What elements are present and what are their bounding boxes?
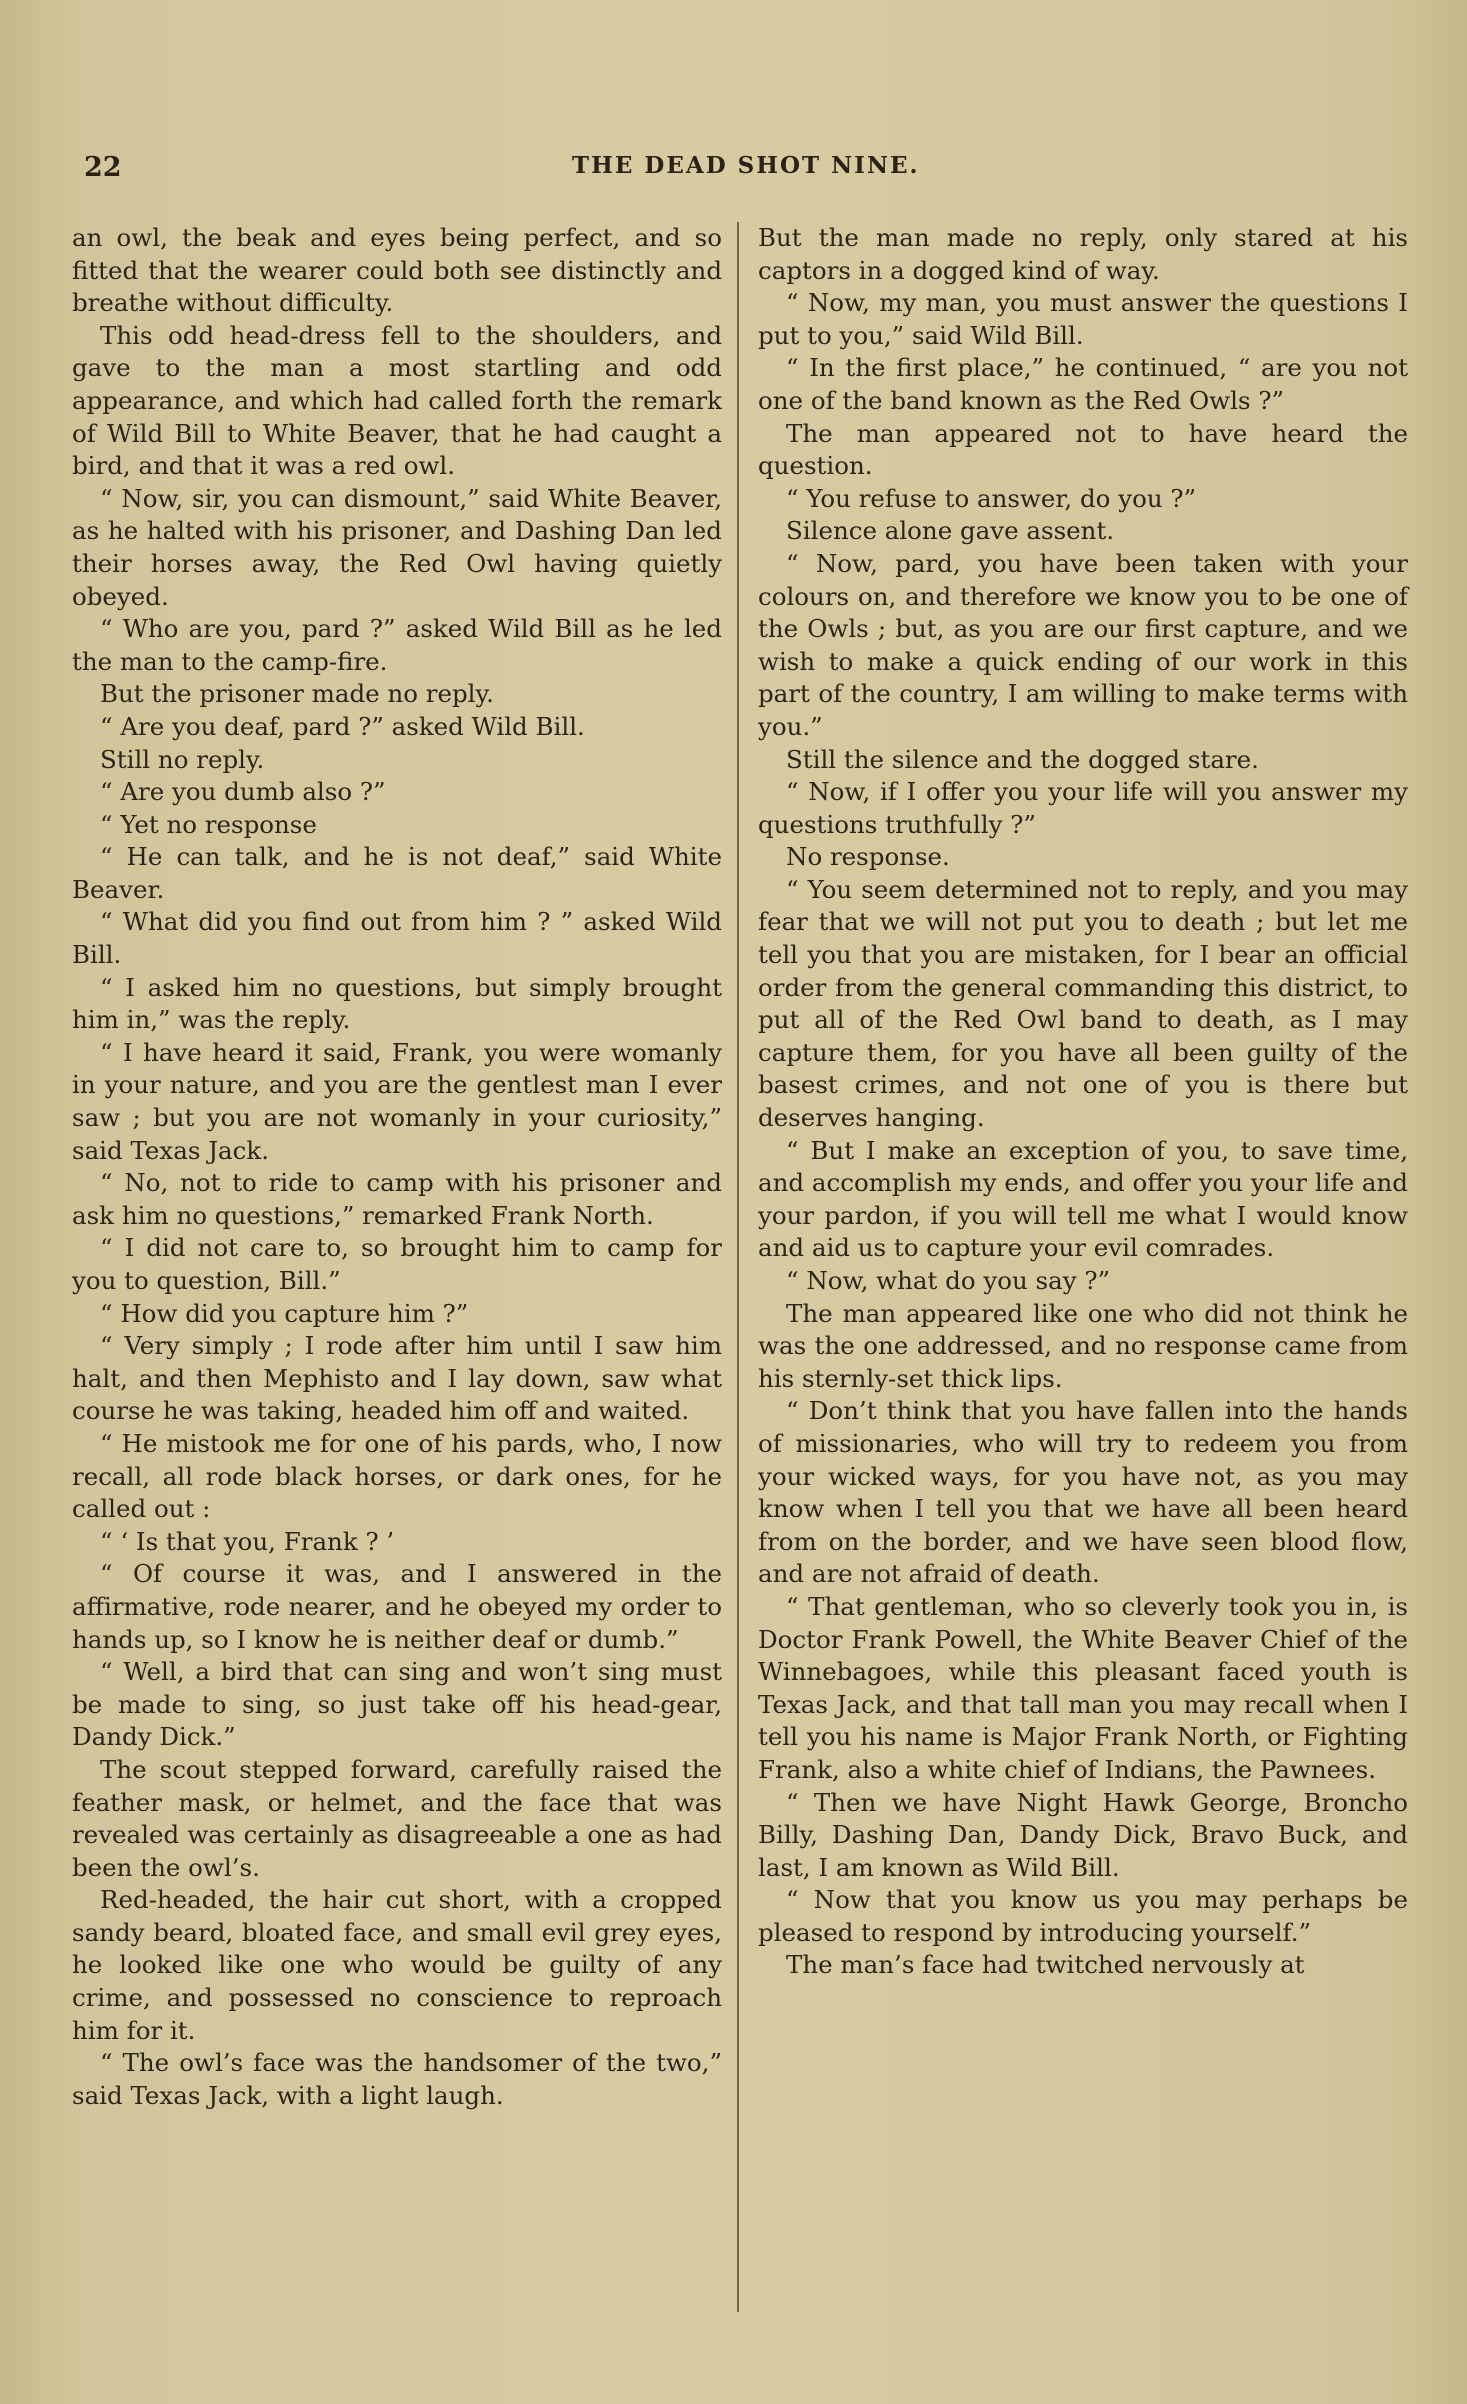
paragraph: “ Of course it was, and I answered in the affirmative, rode nearer, and he obeyed my order to hands up, so I know he is neither deaf or dumb.”	[72, 1559, 722, 1654]
paragraph: “ ‘ Is that you, Frank ? ’	[100, 1526, 395, 1556]
paragraph: “ I asked him no questions, but simply brought him in,” was the reply.	[72, 972, 722, 1035]
paragraph: Silence alone gave assent.	[786, 516, 1115, 546]
paragraph: “ In the first place,” he continued, “ are you not one of the band known as the Red Owls ?”	[758, 353, 1408, 415]
paragraph: “ Now that you know us you may perhaps be pleased to respond by introducing yourself.”	[758, 1885, 1408, 1947]
paragraph: “ Well, a bird that can sing and won’t sing must be made to sing, so just take off his head-gear, Dandy Dick.”	[72, 1657, 722, 1752]
paragraph: But the prisoner made no reply.	[100, 679, 494, 709]
paragraph: “ That gentleman, who so cleverly took you in, is Doctor Frank Powell, the White Beaver Chief of the Winnebagoes, while this pleasant faced youth is Texas Jack, and that tall man you may recall when I tell you his name is Major Frank North, or Fighting Frank, also a white chief of Indians, the Pawnees.	[758, 1591, 1408, 1784]
column-divider	[737, 222, 739, 2312]
paragraph: “ He mistook me for one of his pards, who, I now recall, all rode black horses, or dark ones, for he called out :	[72, 1428, 722, 1524]
page-header	[84, 152, 1424, 192]
paragraph: No response.	[786, 842, 950, 872]
paragraph: “ But I make an exception of you, to save time, and accomplish my ends, and offer you your life and your pardon, if you will tell me what I would know and aid us to capture your evil comrades.	[758, 1135, 1408, 1263]
paragraph: The man’s face had twitched nervously at	[786, 1950, 1305, 1980]
paragraph: Red-headed, the hair cut short, with a cropped sandy beard, bloated face, and small evil grey eyes, he looked like one who would be guilty of any crime, and possessed no conscience to reproach him for it.	[72, 1885, 722, 2045]
paragraph: “ He can talk, and he is not deaf,” said White Beaver.	[72, 842, 722, 904]
paragraph: But the man made no reply, only stared at his captors in a dogged kind of way.	[758, 223, 1408, 285]
paragraph: “ Now, sir, you can dismount,” said White Beaver, as he halted with his prisoner, and Dashing Dan led their horses away, the Red Owl having quietly obeyed.	[72, 483, 722, 611]
paragraph: “ Are you dumb also ?”	[100, 777, 386, 807]
paragraph: “ Very simply ; I rode after him until I saw him halt, and then Mephisto and I lay down, saw what course he was taking, headed him off and waited.	[72, 1331, 722, 1426]
paragraph: This odd head-dress fell to the shoulders, and gave to the man a most startling and odd appearance, and which had called forth the remark of Wild Bill to White Beaver, that he had caught a bird, and that it was a red owl.	[72, 320, 722, 481]
paragraph: “ How did you capture him ?”	[100, 1298, 469, 1328]
paragraph: “ Now, what do you say ?”	[786, 1266, 1110, 1295]
running-title: THE DEAD SHOT NINE.	[572, 152, 920, 179]
paragraph: Still the silence and the dogged stare.	[786, 744, 1259, 774]
right-text-column	[758, 222, 1408, 1982]
paragraph: “ I did not care to, so brought him to camp for you to question, Bill.”	[72, 1233, 722, 1295]
paragraph: “ Who are you, pard ?” asked Wild Bill as he led the man to the camp-fire.	[72, 614, 722, 676]
page-number: 22	[84, 152, 122, 183]
paragraph: “ Are you deaf, pard ?” asked Wild Bill.	[100, 711, 585, 741]
paragraph: “ Now, my man, you must answer the questions I put to you,” said Wild Bill.	[758, 288, 1408, 350]
paragraph: “ I have heard it said, Frank, you were womanly in your nature, and you are the gentlest man I ever saw ; but you are not womanly in your curiosity,” said Texas Jack.	[72, 1037, 722, 1165]
paragraph: Still no reply.	[100, 744, 265, 774]
paragraph: “ Yet no response	[100, 809, 317, 839]
paragraph: an owl, the beak and eyes being perfect, and so fitted that the wearer could both see distinctly and breathe without difficulty.	[72, 223, 722, 318]
paragraph: “ Now, pard, you have been taken with your colours on, and therefore we know you to be one of the Owls ; but, as you are our first capture, and we wish to make a quick ending of our work in this part of the country, I am willing to make terms with you.”	[758, 548, 1408, 741]
paragraph: “ Now, if I offer you your life will you answer my questions truthfully ?”	[758, 777, 1408, 839]
paragraph: “ You seem determined not to reply, and you may fear that we will not put you to death ; but let me tell you that you are mistaken, for I bear an official order from the general commanding this district, to put all of the Red Owl band to death, as I may capture them, for you have all been guilty of the basest crimes, and not one of you is there but deserves hanging.	[758, 874, 1408, 1133]
paragraph: The man appeared like one who did not think he was the one addressed, and no response came from his sternly-set thick lips.	[758, 1298, 1408, 1393]
paragraph: “ No, not to ride to camp with his prisoner and ask him no questions,” remarked Frank North.	[72, 1168, 722, 1230]
paragraph: “ What did you find out from him ? ” asked Wild Bill.	[72, 907, 722, 970]
paragraph: “ The owl’s face was the handsomer of the two,” said Texas Jack, with a light laugh.	[72, 2048, 722, 2110]
paragraph: “ Then we have Night Hawk George, Broncho Billy, Dashing Dan, Dandy Dick, Bravo Buck, and last, I am known as Wild Bill.	[758, 1787, 1408, 1882]
paragraph: “ You refuse to answer, do you ?”	[786, 483, 1197, 513]
paragraph: “ Don’t think that you have fallen into the hands of missionaries, who will try to redeem you from your wicked ways, for you have not, as you may know when I tell you that we have all been heard from on the border, and we have seen blood flow, and are not afraid of death.	[758, 1396, 1408, 1589]
left-text-column	[72, 222, 722, 2112]
paragraph: The man appeared not to have heard the question.	[758, 418, 1408, 481]
paragraph: The scout stepped forward, carefully raised the feather mask, or helmet, and the face that was revealed was certainly as disagreeable a one as had been the owl’s.	[72, 1754, 722, 1882]
